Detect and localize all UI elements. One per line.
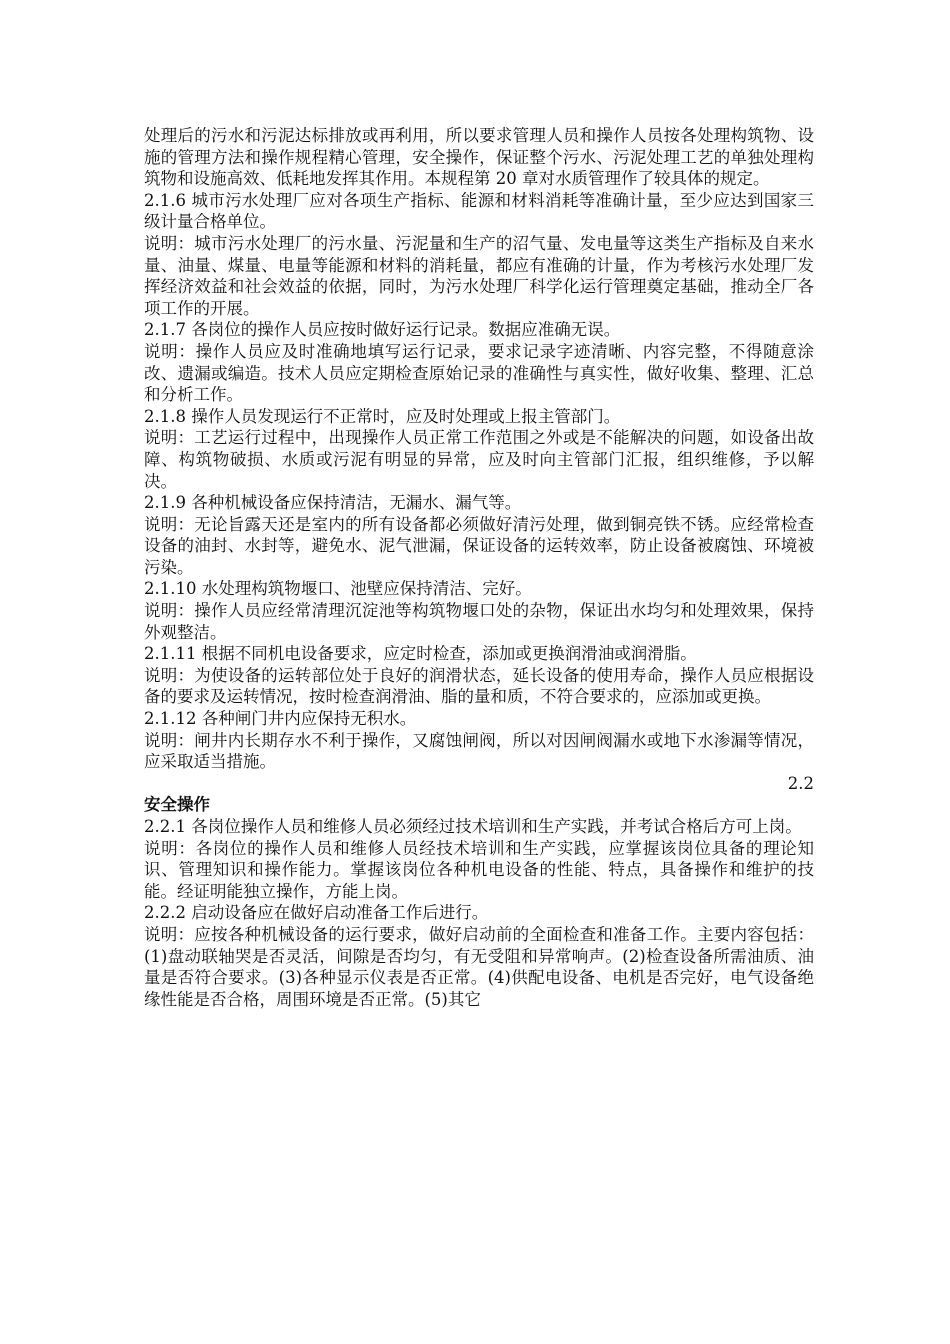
- clause-2-1-6: 2.1.6 城市污水处理厂应对各项生产指标、能源和材料消耗等准确计量，至少应达到国家三级计量合格单位。: [144, 190, 814, 232]
- clause-2-1-8: 2.1.8 操作人员发现运行不正常时，应及时处理或上报主管部门。: [144, 406, 621, 426]
- clause-2-1-12: 2.1.12 各种闸门井内应保持无积水。: [144, 709, 417, 729]
- paragraph-intro: 处理后的污水和污泥达标排放或再利用，所以要求管理人员和操作人员按各处理构筑物、设施的管理方法和操作规程精心管理，安全操作，保证整个污水、污泥处理工艺的单独处理构筑物和设施高效、低耗地发挥其作用。本规程第 20 章对水质管理作了较具体的规定。: [144, 126, 814, 189]
- clause-2-2-1: 2.2.1 各岗位操作人员和维修人员必须经过技术培训和生产实践，并考试合格后方可上岗。: [144, 817, 802, 836]
- explanation-2-1-6: 说明：城市污水处理厂的污水量、污泥量和生产的沼气量、发电量等这类生产指标及自来水量、油量、煤量、电量等能源和材料的消耗量，都应有准确的计量，作为考核污水处理厂发挥经济效益和社会效益的依据，同时，为污水处理厂科学化运行管理奠定基础，推动全厂各项工作的开展。: [144, 233, 814, 318]
- clause-2-1-7: 2.1.7 各岗位的操作人员应按时做好运行记录。数据应准确无误。: [144, 320, 621, 340]
- clause-2-1-11: 2.1.11 根据不同机电设备要求，应定时检查，添加或更换润滑油或润滑脂。: [144, 644, 697, 664]
- section-number: 2.2: [787, 773, 814, 793]
- explanation-2-1-12: 说明：闸井内长期存水不利于操作，又腐蚀闸阀，所以对因闸阀漏水或地下水渗漏等情况，应采取适当措施。: [144, 730, 814, 772]
- clause-2-2-2: 2.2.2 启动设备应在做好启动准备工作后进行。: [144, 903, 489, 923]
- section-title: 安全操作: [144, 795, 210, 815]
- explanation-2-1-7: 说明：操作人员应及时准确地填写运行记录，要求记录字迹清晰、内容完整，不得随意涂改、遗漏或编造。技术人员应定期检查原始记录的准确性与真实性，做好收集、整理、汇总和分析工作。: [144, 341, 814, 405]
- clause-2-1-10: 2.1.10 水处理构筑物堰口、池壁应保持清洁、完好。: [144, 579, 532, 599]
- explanation-2-1-9: 说明：无论旨露天还是室内的所有设备都必须做好清污处理，做到铜亮铁不锈。应经常检查设备的油封、水封等，避免水、泥气泄漏，保证设备的运转效率，防止设备被腐蚀、环境被污染。: [144, 514, 814, 577]
- explanation-2-1-11: 说明：为使设备的运转部位处于良好的润滑状态，延长设备的使用寿命，操作人员应根据设备的要求及运转情况，按时检查润滑油、脂的量和质，不符合要求的，应添加或更换。: [144, 665, 814, 707]
- explanation-2-1-10: 说明：操作人员应经常清理沉淀池等构筑物堰口处的杂物，保证出水均匀和处理效果，保持外观整洁。: [144, 601, 814, 642]
- explanation-2-2-2: 说明：应按各种机械设备的运行要求，做好启动前的全面检查和准备工作。主要内容包括：(1)盘动联轴哭是否灵活，间隙是否均匀，有无受阻和异常响声。(2)检查设备所需油质、油量是否符合要求。(3)各种显示仪表是否正常。(4)供配电设备、电机是否完好，电气设备绝缘性能是否合格，周围环境是否正常。(5)其它: [144, 924, 814, 1009]
- explanation-2-2-1: 说明：各岗位的操作人员和维修人员经技术培训和生产实践，应掌握该岗位具备的理论知识、管理知识和操作能力。掌握该岗位各种机电设备的性能、特点，具备操作和维护的技能。经证明能独立操作，方能上岗。: [144, 838, 814, 901]
- clause-2-1-9: 2.1.9 各种机械设备应保持清洁，无漏水、漏气等。: [144, 493, 522, 513]
- document-page: [144, 125, 814, 1010]
- explanation-2-1-8: 说明：工艺运行过程中，出现操作人员正常工作范围之外或是不能解决的问题，如设备出故障、构筑物破损、水质或污泥有明显的异常，应及时向主管部门汇报，组织维修，予以解决。: [144, 428, 814, 491]
